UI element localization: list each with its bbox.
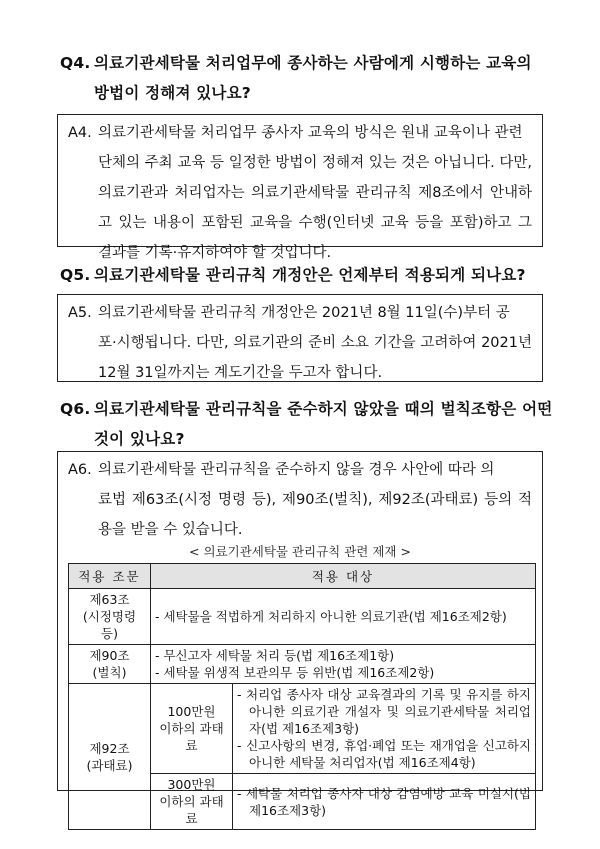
question-text: 의료기관세탁물 관리규칙 개정안은 언제부터 적용되게 되나요? (94, 266, 526, 284)
target-cell (233, 684, 536, 774)
sanction-table (68, 563, 536, 830)
fine-amount: 100만원 (167, 704, 216, 719)
target-item: - 세탁물 처리업 종사자 대상 감염예방 교육 미실시(법 제16조제3항) (237, 785, 531, 818)
target-item: - 신고사항의 변경, 휴업·폐업 또는 재개업을 신고하지 아니한 세탁물 처리업자(법 제16조제4항) (237, 738, 531, 770)
target-cell (151, 645, 536, 684)
question-q4 (60, 48, 560, 108)
answer-text: 의료기관세탁물 관리규칙 개정안은 2021년 8월 11일(수)부터 공 (98, 305, 510, 321)
article-number: 제63조 (89, 592, 130, 607)
answer-number: A5. (68, 305, 92, 321)
table-header-row (69, 564, 536, 589)
fine-amount-cell (151, 774, 233, 830)
target-item: - 처리업 종사자 대상 교육결과의 기록 및 유지를 하지 아니한 의료기관 개설자 및 의료기관세탁물 처리업자(법 제16조제3항) (237, 687, 531, 736)
table-row (69, 645, 536, 684)
target-item: - 세탁물 위생적 보관의무 등 위반(법 제16조제2항) (155, 665, 435, 680)
question-number: Q5. (60, 266, 91, 284)
fine-label: 이하의 과태료 (159, 794, 224, 826)
article-title: (시정명령 등) (82, 609, 137, 641)
target-cell (233, 774, 536, 830)
question-number: Q6. (60, 400, 91, 418)
question-text-cont: 방법이 정해져 있나요? (94, 84, 251, 102)
table-row (69, 589, 536, 645)
article-cell (69, 684, 151, 830)
article-title: (벌칙) (92, 665, 127, 680)
answer-number: A6. (68, 462, 92, 478)
answer-text-cont: 료법 제63조(시정 명령 등), 제90조(벌칙), 제92조(과태료) 등의 적용을 받을 수 있습니다. (98, 492, 532, 538)
header-target: 적용 대상 (151, 564, 536, 589)
answer-box-a5 (57, 294, 543, 382)
answer-number: A4. (68, 125, 92, 141)
article-number: 제90조 (89, 648, 130, 663)
answer-text: 의료기관세탁물 관리규칙을 준수하지 않을 경우 사안에 따라 의 (98, 462, 495, 478)
article-number: 제92조 (89, 740, 130, 756)
article-title: (과태료) (86, 757, 133, 773)
fine-amount: 300만원 (167, 777, 216, 792)
answer-text: 의료기관세탁물 처리업무 종사자 교육의 방식은 원내 교육이나 관련 (98, 125, 523, 141)
fine-amount-cell (151, 684, 233, 774)
answer-text-cont: 단체의 주최 교육 등 일정한 방법이 정해져 있는 것은 아닙니다. 다만, 의료기관과 처리업자는 의료기관세탁물 관리규칙 제8조에서 안내하고 있는 내용이 포함된 교육을 수행(인터넷 교육 등을 포함)하고 그 결과를 기록·유지하여야 할 것입니다. (98, 155, 532, 261)
question-number: Q4. (60, 54, 91, 72)
question-text: 의료기관세탁물 처리업무에 종사하는 사람에게 시행하는 교육의 (94, 54, 532, 72)
question-q5 (60, 260, 560, 290)
table-row (69, 684, 536, 774)
header-article: 적용 조문 (69, 564, 151, 589)
question-text: 의료기관세탁물 관리규칙을 준수하지 않았을 때의 벌칙조항은 어떤 (94, 400, 553, 418)
table-caption: < 의료기관세탁물 관리규칙 관련 제재 > (189, 544, 411, 559)
article-cell (69, 589, 151, 645)
question-text-cont: 것이 있나요? (94, 430, 185, 448)
target-item: - 세탁물을 적법하게 처리하지 아니한 의료기관(법 제16조제2항) (155, 609, 507, 624)
answer-text-cont: 포·시행됩니다. 다만, 의료기관의 준비 소요 기간을 고려하여 2021년 12월 31일까지는 계도기간을 두고자 합니다. (98, 335, 532, 381)
question-q6 (60, 394, 560, 454)
answer-box-a6 (57, 451, 543, 826)
answer-box-a4 (57, 114, 543, 261)
target-cell (151, 589, 536, 645)
target-item: - 무신고자 세탁물 처리 등(법 제16조제1항) (155, 648, 395, 663)
fine-label: 이하의 과태료 (159, 721, 224, 753)
article-cell (69, 645, 151, 684)
